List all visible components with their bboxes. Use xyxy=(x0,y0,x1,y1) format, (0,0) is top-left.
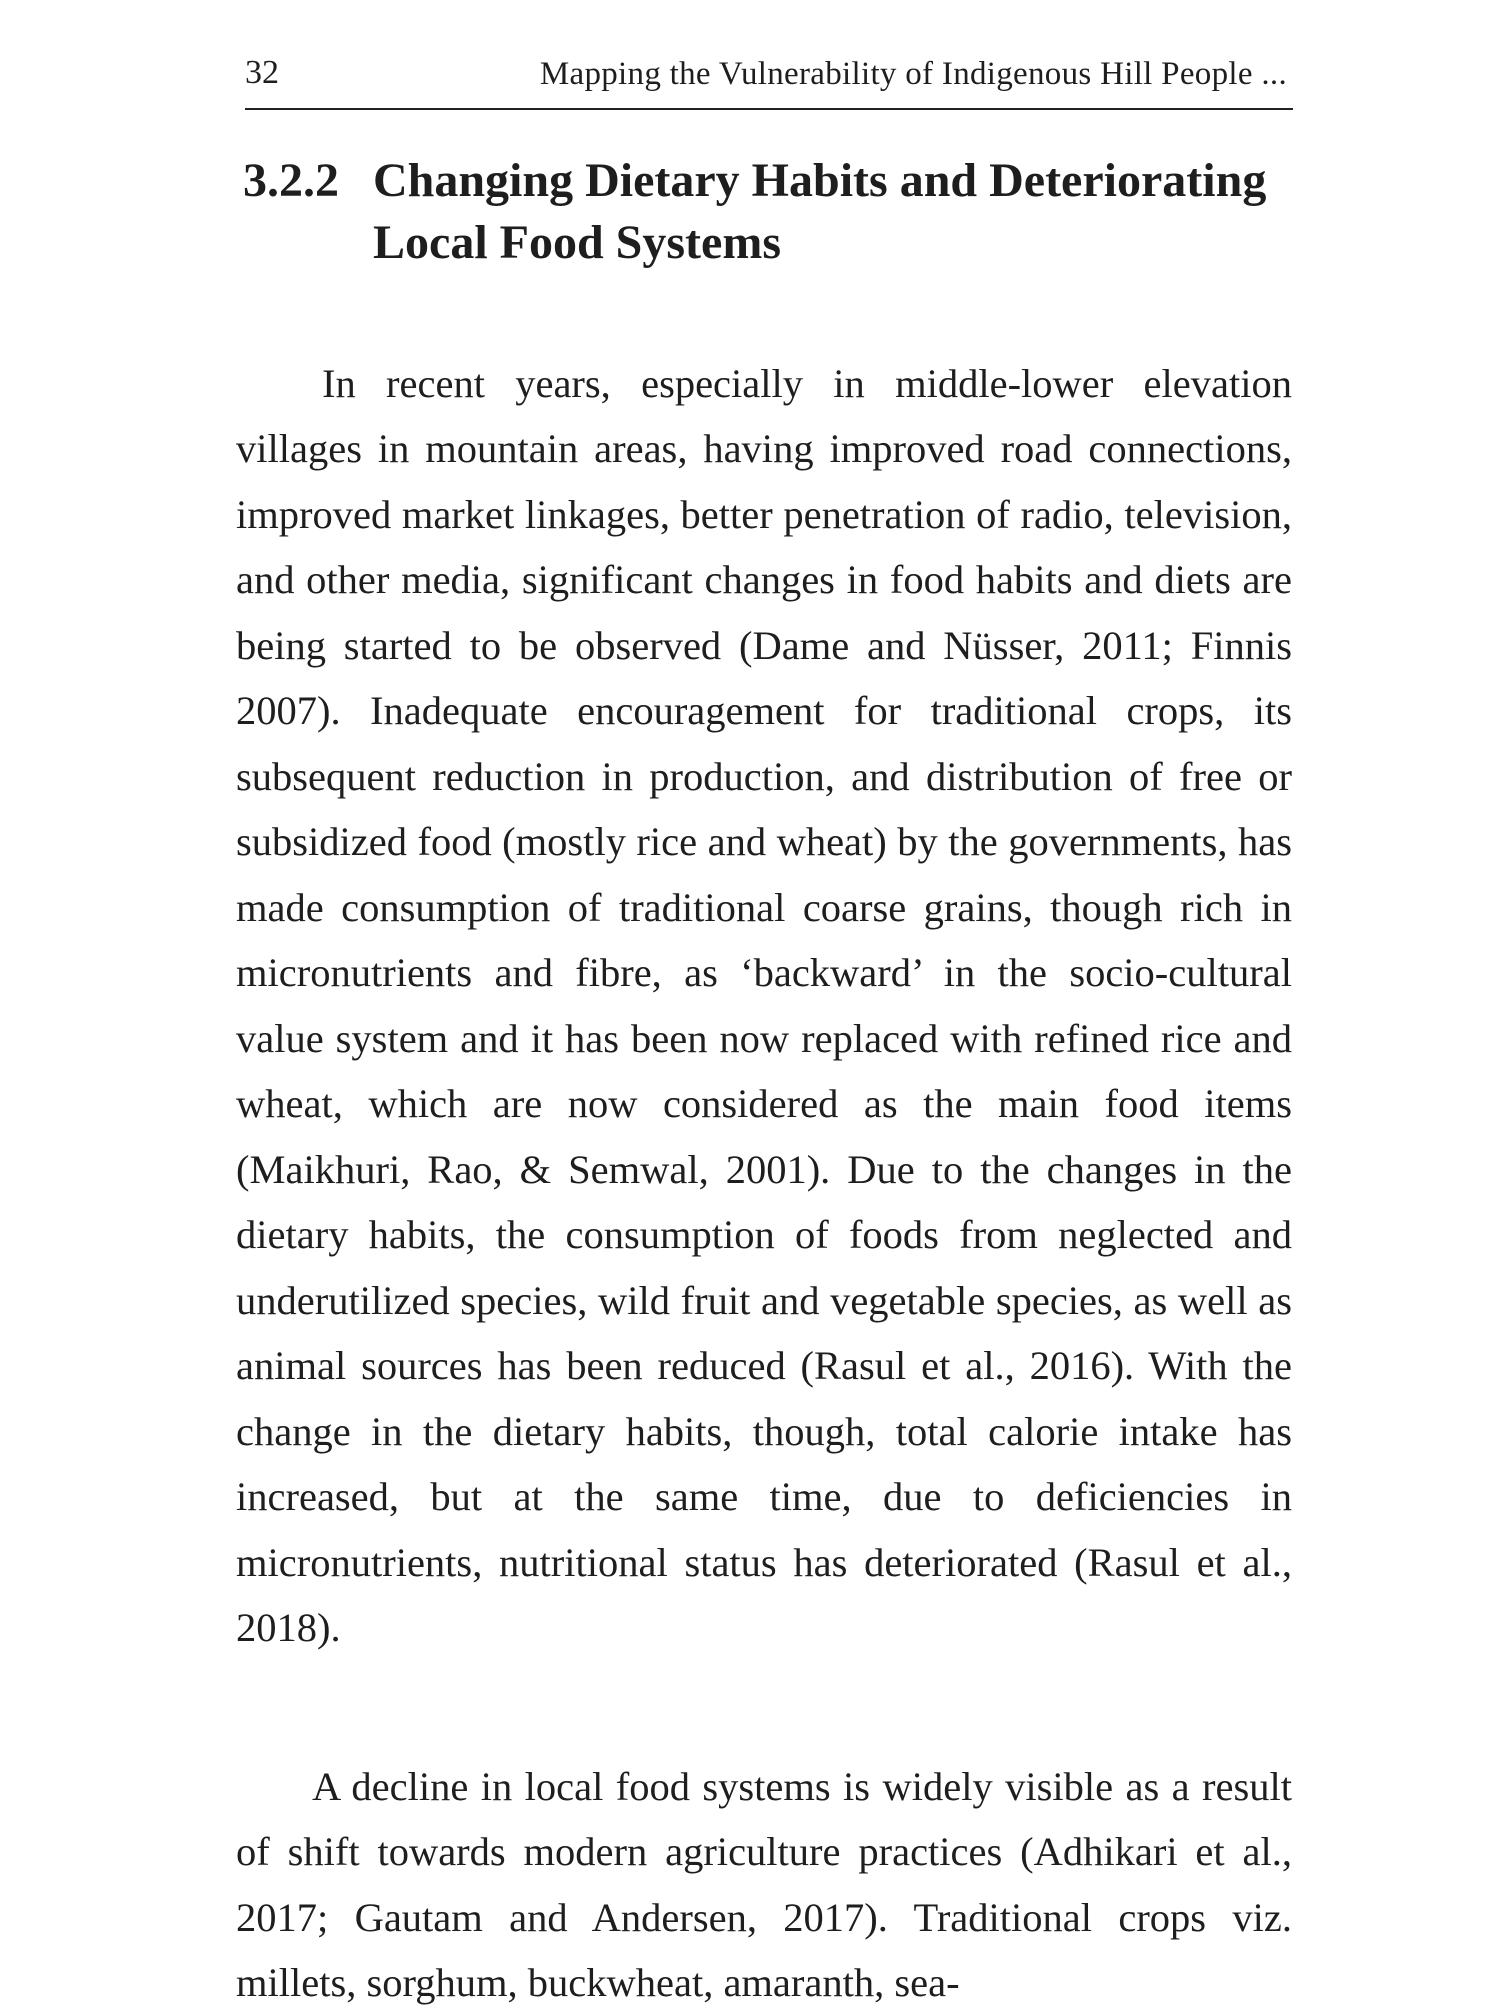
body-paragraph: In recent years, especially in middle-lower elevation villages in mountain areas, having improved road connections, improved market linkages, better penetration of radio, television, and other media, significant changes in food habits and diets are being started to be observed (Dame and Nüsser, 2011; Finnis 2007). Inadequate encouragement for traditional crops, its subsequent reduction in production, and distribution of free or subsidized food (mostly rice and wheat) by the governments, has made consumption of traditional coarse grains, though rich in micronutrients and fibre, as ‘backward’ in the socio-cultural value system and it has been now replaced with refined rice and wheat, which are now considered as the main food items (Maikhuri, Rao, & Semwal, 2001). Due to the changes in the dietary habits, the consumption of foods from neglected and underutilized species, wild fruit and vegetable species, as well as animal sources has been reduced (Rasul et al., 2016). With the change in the dietary habits, though, total calorie intake has increased, but at the same time, due to deficiencies in micronutrients, nutritional status has deteriorated (Rasul et al., 2018). xyxy=(236,360,1292,1650)
section-number: 3.2.2 xyxy=(243,154,339,207)
section-title: Changing Dietary Habits and Deteriorating Local Food Systems xyxy=(373,154,1267,269)
running-header xyxy=(245,48,1293,110)
running-title: Mapping the Vulnerability of Indigenous Hill People ... xyxy=(539,56,1287,92)
section-heading xyxy=(243,150,1295,274)
body-paragraph: A decline in local food systems is widely visible as a result of shift towards modern agriculture practices (Adhikari et al., 2017; Gautam and Andersen, 2017). Traditional crops viz. millets, sorghum, buckwheat, amaranth, sea- xyxy=(236,1763,1292,2005)
page-number: 32 xyxy=(245,54,279,91)
